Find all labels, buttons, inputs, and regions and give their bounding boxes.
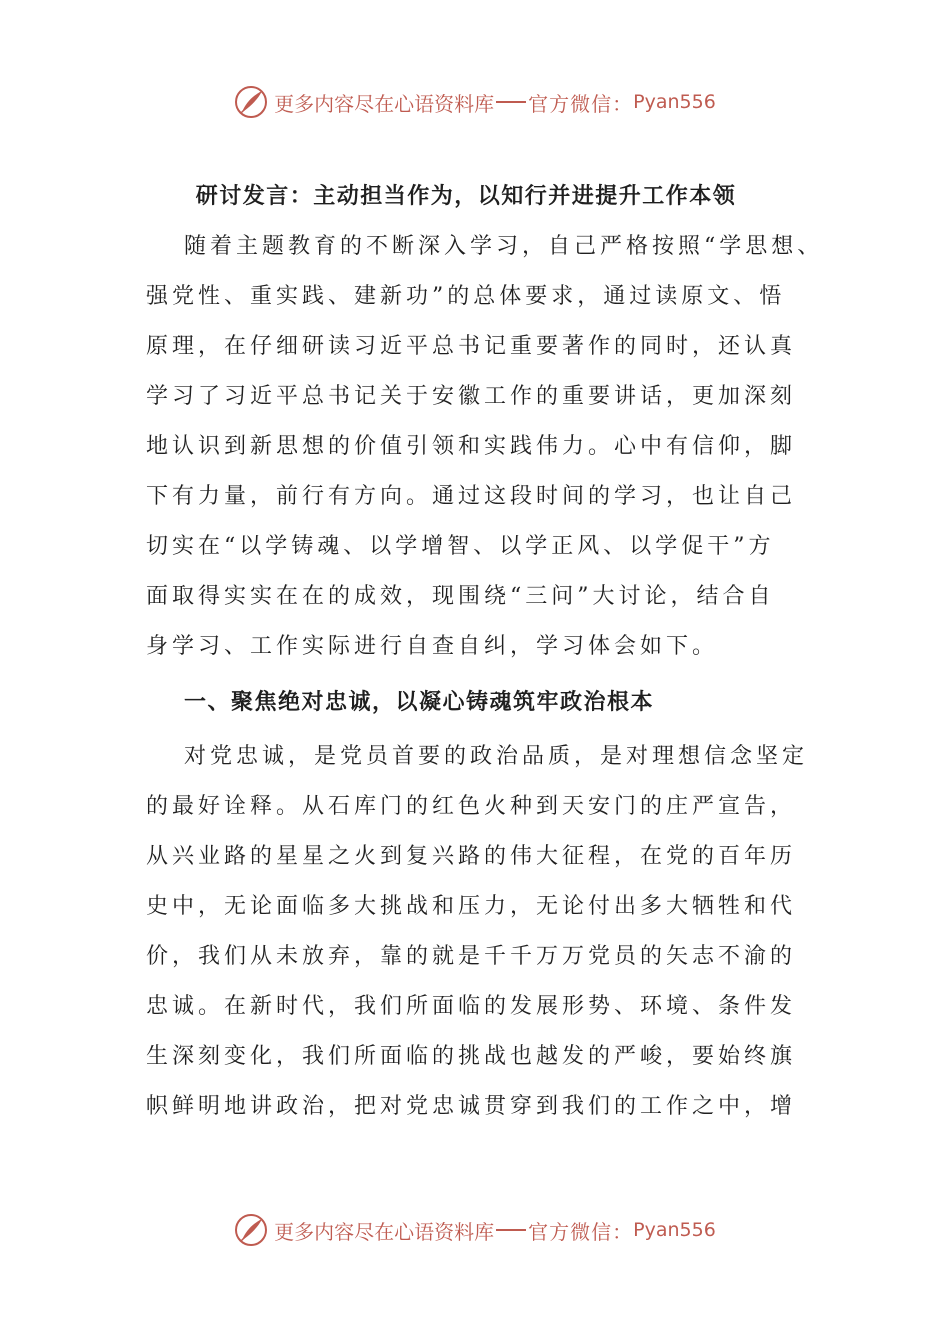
- paragraph-line: 帜鲜明地讲政治，把对党忠诚贯穿到我们的工作之中，增: [146, 1094, 797, 1119]
- paragraph-line: 学习了习近平总书记关于安徽工作的重要讲话，更加深刻: [146, 384, 797, 409]
- paragraph-line: 切实在“以学铸魂、以学增智、以学正风、以学促干”方: [146, 534, 775, 559]
- paragraph-line: 强党性、重实践、建新功”的总体要求，通过读原文、悟: [146, 284, 786, 309]
- paragraph-line: 原理，在仔细研读习近平总书记重要著作的同时，还认真: [146, 334, 797, 359]
- paragraph-line: 价，我们从未放弃，靠的就是千千万万党员的矢志不渝的: [146, 944, 797, 969]
- watermark-handle: Pyan556: [633, 91, 716, 113]
- document-body: [146, 170, 824, 1132]
- watermark-text: 更多内容尽在心语资料库: [274, 1219, 495, 1244]
- paragraph-line: 的最好诠释。从石库门的红色火种到天安门的庄严宣告，: [146, 794, 797, 819]
- section-heading-1: 一、聚焦绝对忠诚，以凝心铸魂筑牢政治根本: [184, 689, 655, 715]
- watermark-dash: [496, 101, 526, 103]
- intro-paragraph: [146, 222, 824, 672]
- paragraph-line: 面取得实实在在的成效，现围绕“三问”大讨论，结合自: [146, 584, 775, 609]
- paragraph-line: 生深刻变化，我们所面临的挑战也越发的严峻，要始终旗: [146, 1044, 797, 1069]
- paragraph-line: 地认识到新思想的价值引领和实践伟力。心中有信仰，脚: [146, 434, 797, 459]
- paragraph-line: 对党忠诚，是党员首要的政治品质，是对理想信念坚定: [184, 744, 809, 769]
- watermark-handle: Pyan556: [633, 1219, 716, 1241]
- paragraph-line: 随着主题教育的不断深入学习，自己严格按照“学思想、: [184, 234, 824, 259]
- watermark-banner-top: [0, 82, 950, 122]
- paragraph-line: 从兴业路的星星之火到复兴路的伟大征程，在党的百年历: [146, 844, 797, 869]
- document-title: 研讨发言：主动担当作为，以知行并进提升工作本领: [195, 183, 737, 209]
- paragraph-line: 史中，无论面临多大挑战和压力，无论付出多大牺牲和代: [146, 894, 797, 919]
- watermark-dash: [496, 1229, 526, 1231]
- watermark-banner-bottom: [0, 1210, 950, 1250]
- quill-logo-icon: [234, 1213, 268, 1247]
- section-1-paragraph: [146, 732, 809, 1132]
- paragraph-line: 忠诚。在新时代，我们所面临的发展形势、环境、条件发: [146, 994, 797, 1019]
- paragraph-line: 下有力量，前行有方向。通过这段时间的学习，也让自己: [146, 484, 797, 509]
- watermark-label: 官方微信：: [528, 1219, 634, 1244]
- watermark-label: 官方微信：: [528, 91, 634, 116]
- quill-logo-icon: [234, 85, 268, 119]
- paragraph-line: 身学习、工作实际进行自查自纠，学习体会如下。: [146, 634, 719, 659]
- watermark-text: 更多内容尽在心语资料库: [274, 91, 495, 116]
